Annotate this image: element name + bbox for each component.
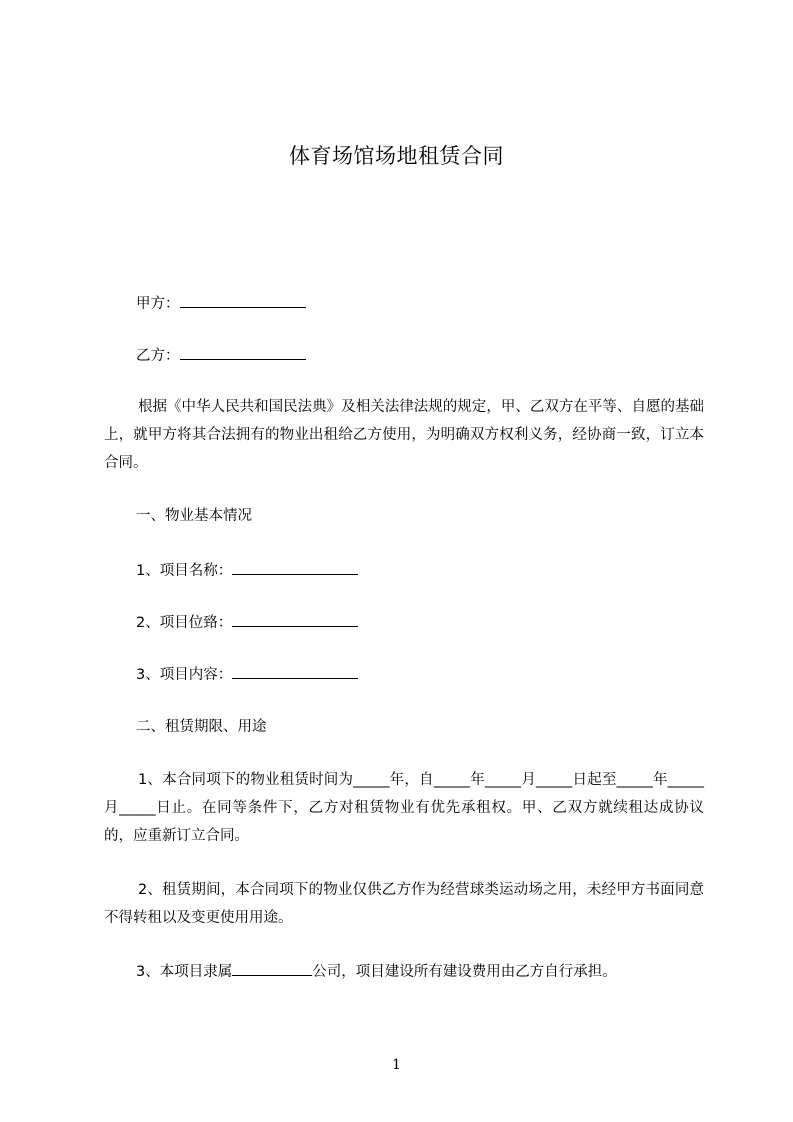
company-name-blank (232, 960, 312, 976)
section1-heading: 一、物业基本情况 (136, 508, 252, 524)
item-project-name (136, 559, 358, 581)
item-project-name-label: 1、项目名称： (136, 563, 233, 579)
party-b-blank (180, 344, 306, 360)
section2-clause1: 1、本合同项下的物业租赁时间为_____年，自_____年_____月_____日起至_____年_____月_____日止。在同等条件下，乙方对租赁物业有优先承租权。甲、乙双方就续租达成协议的，应重新订立合同。 (104, 772, 704, 844)
section2-clause3 (136, 960, 617, 982)
party-a-line (136, 292, 306, 314)
item-project-content (136, 663, 358, 685)
section2-heading: 二、租赁期限、用途 (136, 719, 267, 735)
party-b-line (136, 344, 306, 366)
item-project-location-label: 2、项目位臵： (136, 615, 233, 631)
clause3-prefix: 3、本项目隶属 (136, 964, 233, 980)
item-project-name-blank (232, 559, 358, 575)
item-project-location-blank (232, 611, 358, 627)
party-a-label: 甲方： (136, 296, 180, 312)
page-title: 体育场馆场地租赁合同 (289, 144, 504, 168)
party-a-blank (180, 292, 306, 308)
clause3-suffix: 公司，项目建设所有建设费用由乙方自行承担。 (312, 964, 617, 980)
item-project-content-blank (232, 663, 358, 679)
section2-clause2: 2、租赁期间，本合同项下的物业仅供乙方作为经营球类运动场之用，未经甲方书面同意不得转租以及变更使用用途。 (104, 882, 704, 926)
item-project-content-label: 3、项目内容： (136, 667, 233, 683)
page-number: 1 (392, 1057, 401, 1073)
party-b-label: 乙方： (136, 348, 180, 364)
intro-paragraph: 根据《中华人民共和国民法典》及相关法律法规的规定，甲、乙双方在平等、自愿的基础上，就甲方将其合法拥有的物业出租给乙方使用，为明确双方权利义务，经协商一致，订立本合同。 (104, 399, 704, 471)
item-project-location (136, 611, 358, 633)
